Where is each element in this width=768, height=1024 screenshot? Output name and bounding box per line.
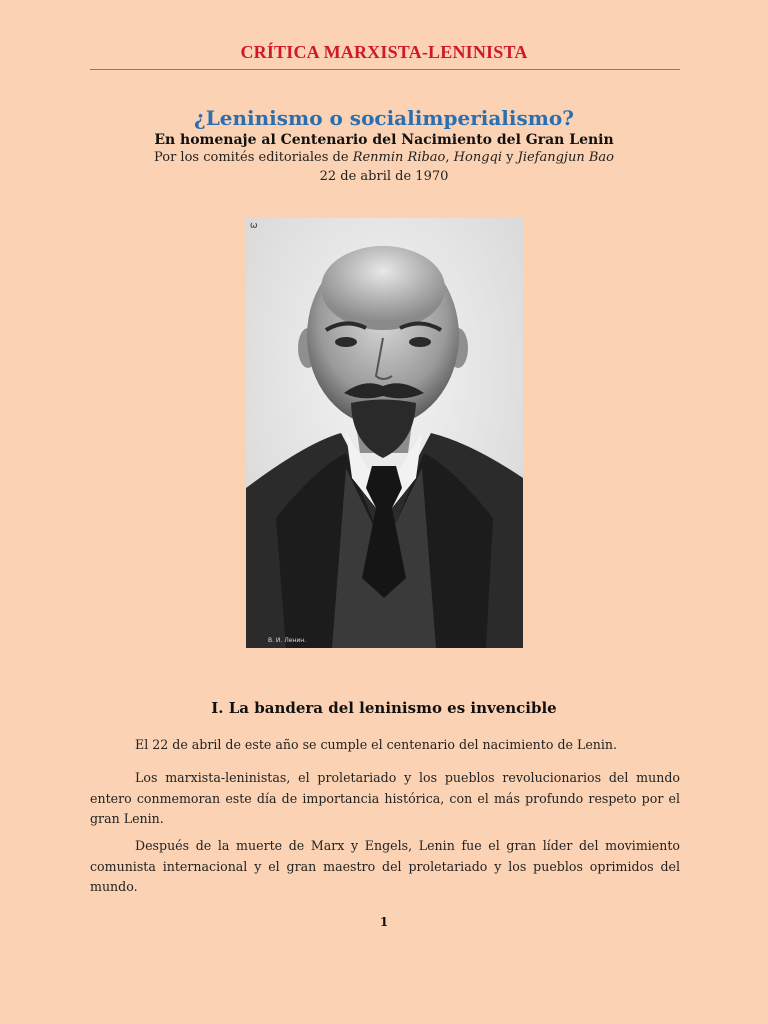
portrait-illustration	[246, 218, 523, 648]
portrait-caption-left: В. И. Ленин.	[268, 637, 307, 644]
paragraph-2: Los marxista-leninistas, el proletariado y los pueblos revolucionarios del mundo entero conmemoran este día de importancia histórica, con el más profundo respeto por el gran Lenin.	[90, 770, 680, 826]
byline-prefix: Por los comités editoriales de	[154, 150, 353, 165]
header-rule	[90, 69, 680, 70]
article-date: 22 de abril de 1970	[319, 169, 449, 184]
page-number: 1	[379, 915, 389, 929]
publication-renmin-ribao: Renmin Ribao	[352, 150, 446, 165]
article-subtitle: En homenaje al Centenario del Nacimiento del Gran Lenin	[154, 132, 614, 148]
byline-separator: ,	[445, 150, 454, 165]
publication-hongqi: Hongqi	[453, 150, 502, 165]
lenin-portrait-photo	[246, 218, 523, 648]
corner-mark: ω	[250, 221, 258, 231]
article-title: ¿Leninismo o socialimperialismo?	[194, 106, 574, 130]
running-header: CRÍTICA MARXISTA-LENINISTA	[240, 42, 528, 62]
publication-jiefangjun-bao: Jiefangjun Bao	[517, 150, 614, 165]
paragraph-3: Después de la muerte de Marx y Engels, Lenin fue el gran líder del movimiento comunista internacional y el gran maestro del proletariado y los pueblos oprimidos del mundo.	[90, 838, 680, 894]
article-byline	[0, 150, 768, 165]
byline-separator: y	[502, 150, 518, 165]
section-heading: I. La bandera del leninismo es invencible	[211, 699, 557, 717]
paragraph-1: El 22 de abril de este año se cumple el centenario del nacimiento de Lenin.	[135, 737, 618, 752]
